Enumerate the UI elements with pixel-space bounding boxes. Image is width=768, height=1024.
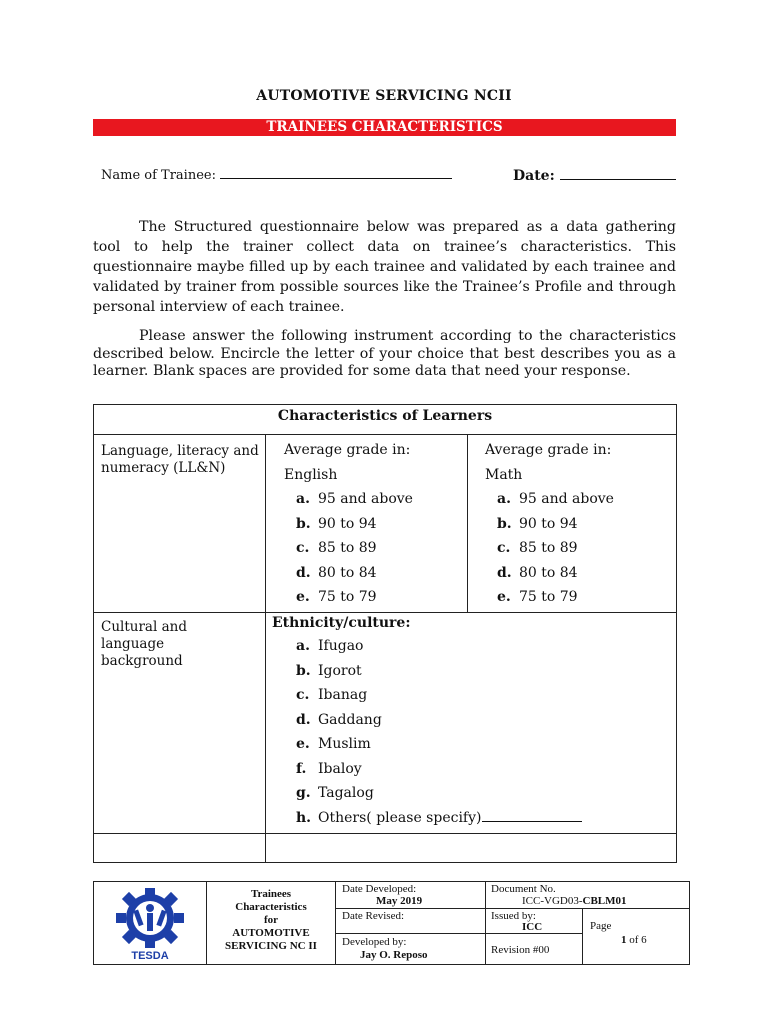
page-number: 1 of 6 — [621, 934, 647, 946]
math-option[interactable]: a. 95 and above — [497, 491, 614, 507]
ethnicity-option[interactable]: g. Tagalog — [296, 785, 374, 801]
math-heading: Average grade in: — [485, 442, 612, 458]
document-no-label: Document No. — [491, 883, 556, 895]
date-blank[interactable] — [560, 168, 676, 180]
english-heading: Average grade in: — [284, 442, 411, 458]
tesda-gear-icon — [110, 886, 190, 950]
table-divider — [265, 434, 266, 863]
document-no-value: ICC-VGD03-CBLM01 — [522, 895, 627, 907]
footer-divider — [335, 933, 485, 934]
ethnicity-option-others[interactable]: h. Others( please specify) — [296, 810, 582, 835]
culture-label: Cultural and language background — [101, 619, 187, 669]
math-option[interactable]: e. 75 to 79 — [497, 589, 578, 605]
name-of-trainee-blank[interactable] — [220, 167, 452, 179]
footer-divider — [485, 908, 690, 909]
ethnicity-option[interactable]: e. Muslim — [296, 736, 371, 752]
table-divider — [467, 434, 468, 612]
ethnicity-option[interactable]: a. Ifugao — [296, 638, 364, 654]
others-specify-blank[interactable] — [482, 811, 582, 822]
footer-divider — [582, 908, 583, 964]
math-options — [497, 491, 614, 614]
footer-divider — [485, 882, 486, 964]
issued-by-label: Issued by: — [491, 910, 536, 922]
english-options — [296, 491, 413, 614]
math-option[interactable]: b. 90 to 94 — [497, 515, 578, 532]
tesda-logo — [110, 886, 190, 962]
name-of-trainee-label: Name of Trainee: — [101, 168, 216, 183]
ethnicity-option[interactable]: b. Igorot — [296, 662, 362, 679]
developed-by-value: Jay O. Reposo — [360, 949, 428, 961]
document-title: AUTOMOTIVE SERVICING NCII — [256, 88, 512, 104]
date-label: Date: — [513, 168, 555, 184]
llandn-label: Language, literacy and numeracy (LL&N) — [101, 443, 259, 476]
english-option[interactable]: c. 85 to 89 — [296, 540, 377, 556]
intro-paragraph-1: The Structured questionnaire below was prepared as a data gathering tool to help the trainer collect data on trainee’s characteristics. This questionnaire maybe filled up by each trainee and validated by each trainee and validated by trainer from possible sources like the Trainee’s Profile and through personal interview of each trainee. — [93, 219, 676, 315]
table-divider — [94, 434, 676, 435]
issued-by-value: ICC — [522, 921, 543, 933]
english-subject: English — [284, 467, 338, 483]
name-of-trainee-field — [101, 167, 452, 183]
ethnicity-option[interactable]: d. Gaddang — [296, 711, 382, 728]
english-option[interactable]: b. 90 to 94 — [296, 515, 377, 532]
section-banner: TRAINEES CHARACTERISTICS — [93, 119, 676, 136]
footer-divider — [485, 933, 582, 934]
developed-by-label: Developed by: — [342, 936, 407, 948]
english-option[interactable]: e. 75 to 79 — [296, 589, 377, 605]
date-developed-value: May 2019 — [376, 895, 423, 907]
intro-paragraph-2: Please answer the following instrument according to the characteristics described below. Encircle the letter of your choice that best describes you as a learner. Blank spaces are provided for some data that need your response. — [93, 328, 676, 379]
ethnicity-options — [296, 638, 582, 834]
english-option[interactable]: a. 95 and above — [296, 491, 413, 507]
math-option[interactable]: d. 80 to 84 — [497, 564, 578, 581]
characteristics-table — [93, 404, 677, 863]
date-developed-label: Date Developed: — [342, 883, 417, 895]
ethnicity-option[interactable]: f. Ibaloy — [296, 760, 362, 777]
document-footer — [93, 881, 690, 965]
ethnicity-heading: Ethnicity/culture: — [272, 615, 411, 631]
page-label: Page — [590, 920, 612, 932]
date-revised-label: Date Revised: — [342, 910, 405, 922]
math-option[interactable]: c. 85 to 89 — [497, 540, 578, 556]
date-field — [513, 168, 676, 184]
tesda-logo-text: TESDA — [131, 950, 169, 962]
table-heading: Characteristics of Learners — [277, 408, 493, 424]
ethnicity-option[interactable]: c. Ibanag — [296, 687, 368, 703]
revision-number: Revision #00 — [491, 944, 550, 956]
footer-divider — [335, 882, 336, 964]
footer-document-title: Trainees Characteristics for AUTOMOTIVE SERVICING NC II — [225, 888, 317, 952]
math-subject: Math — [485, 467, 523, 483]
english-option[interactable]: d. 80 to 84 — [296, 564, 377, 581]
footer-divider — [335, 908, 485, 909]
